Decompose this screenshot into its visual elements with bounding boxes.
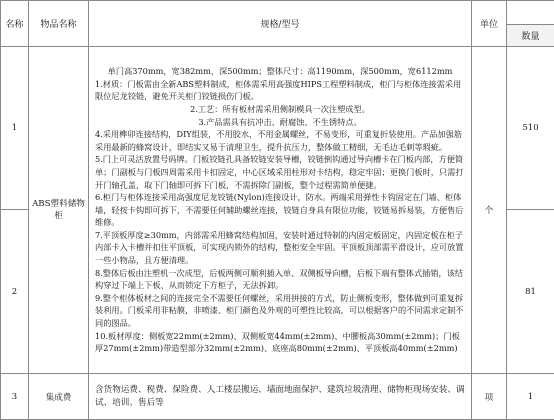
row-3-unit: 项	[472, 374, 507, 420]
row-3-no: 3	[1, 374, 29, 420]
row-3-desc: 含货物运费、税费、保险费、人工楼层搬运、墙面地面保护、建筑垃圾清理、储物柜现场安装、调试、培训、售后等	[89, 374, 472, 420]
spec-line-5: 5.门上可灵活放置号码牌。门板铰链孔具备较链安装导槽，铰链倒钩通过导向槽卡在门板内部，方便简单；门副板与门板四周需采用卡扣固定，中心区域采用柱形对卡结构，稳定牢固；更换门板时，只需打开门轴孔盖，取下门轴即可拆下门板，不需拆除门副板，整个过程需简单便捷。	[95, 153, 465, 191]
spec-line-7: 7.平顶板厚度≥30mm，内部需采用蜂窝结构加固，安装时通过特制的内固定板固定，内固定板在柜子内部卡入卡槽并扣住平顶板，可实现内锁外的结构，整柜安全牢固。平顶板顶部需平滑设计，应可放置一些小物品，且方便清理。	[95, 229, 465, 267]
spec-line-8: 8.整体后板由注塑机一次成型，后板两侧可顺利插入单、双侧板导向槽，后板下端有整体式插销，该结构穿过下端上下板、从而锁定下方柜子，无法拆卸。	[95, 267, 465, 292]
spec-line-9: 9.整个柜体板材之间的连接完全不需要任何螺丝，采用拼接的方式，防止侧板变形，整体做到可重复拆装利用。门板采用非粘膜，非喷漆、柜门颜色及外观的可塑性比较高，可以根据客户的不同需求定制不同的图品。	[95, 292, 465, 330]
header-blank	[507, 1, 554, 25]
header-name: 名称	[1, 1, 29, 47]
row-1-no: 1	[1, 47, 29, 210]
row-1-qty: 510	[507, 47, 554, 210]
spec-line-1: 1.材质：门板需由全新ABS塑料制成，柜体需采用高强度HIPS工程塑料制成，柜门与柜体连接需采用限位尼龙铰链，避免开关柜门铰链损伤门板。	[95, 78, 465, 103]
unit-cell: 个	[472, 47, 507, 374]
row-3-name: 集成费	[29, 374, 89, 420]
spec-line-dimensions: 单门高370mm，宽382mm，深500mm；整体尺寸：高1190mm，深500mm，宽6112mm	[95, 65, 465, 78]
header-qty: 数量	[507, 25, 554, 47]
spec-line-6: 6.柜门与柜体连接采用高强度尼龙铰链(Nylon)连接设计，防水。两端采用弹性卡钩固定在门墙、柜体墙，轻按卡钩即可拆下，不需要任何辅助螺丝连接，铰链自身具有限位功能，铰链易拆易装，方便售后维修。	[95, 191, 465, 229]
spec-line-10: 10.板材厚度：侧板宽22mm(±2mm)、双侧板宽44mm(±2mm)、中腰板高30mm(±2mm)；门板厚27mm(±2mm)带造型部分32mm(±2mm)、底座高80mm(±2mm)、平顶板高40mm(±2mm)	[95, 330, 465, 355]
spec-line-2: 2.工艺：所有板材需采用侧制模具一次注塑成型。	[95, 103, 465, 116]
header-item-name: 物品名称	[29, 1, 89, 47]
header-spec: 规格/型号	[89, 1, 472, 47]
row-2-no: 2	[1, 210, 29, 374]
row-3-qty: 1	[507, 374, 554, 420]
spec-cell	[89, 47, 472, 374]
spec-line-3: 3.产品需具有抗冲击、耐腐蚀、不生锈特点。	[95, 116, 465, 129]
item-name-cell: ABS塑料储物柜	[29, 47, 89, 374]
spec-line-4: 4.采用榫卯连接结构，DIY组装，不用胶水，不用金属螺丝，不易变形，可重复折装使用。产品加强筋采用最新的蜂窝设计，即结实又易于清理卫生，提升抗压力，整体做工精细，无毛边毛刺等瑕疵。	[95, 128, 465, 153]
header-unit: 单位	[472, 1, 507, 47]
row-2-qty: 81	[507, 210, 554, 374]
